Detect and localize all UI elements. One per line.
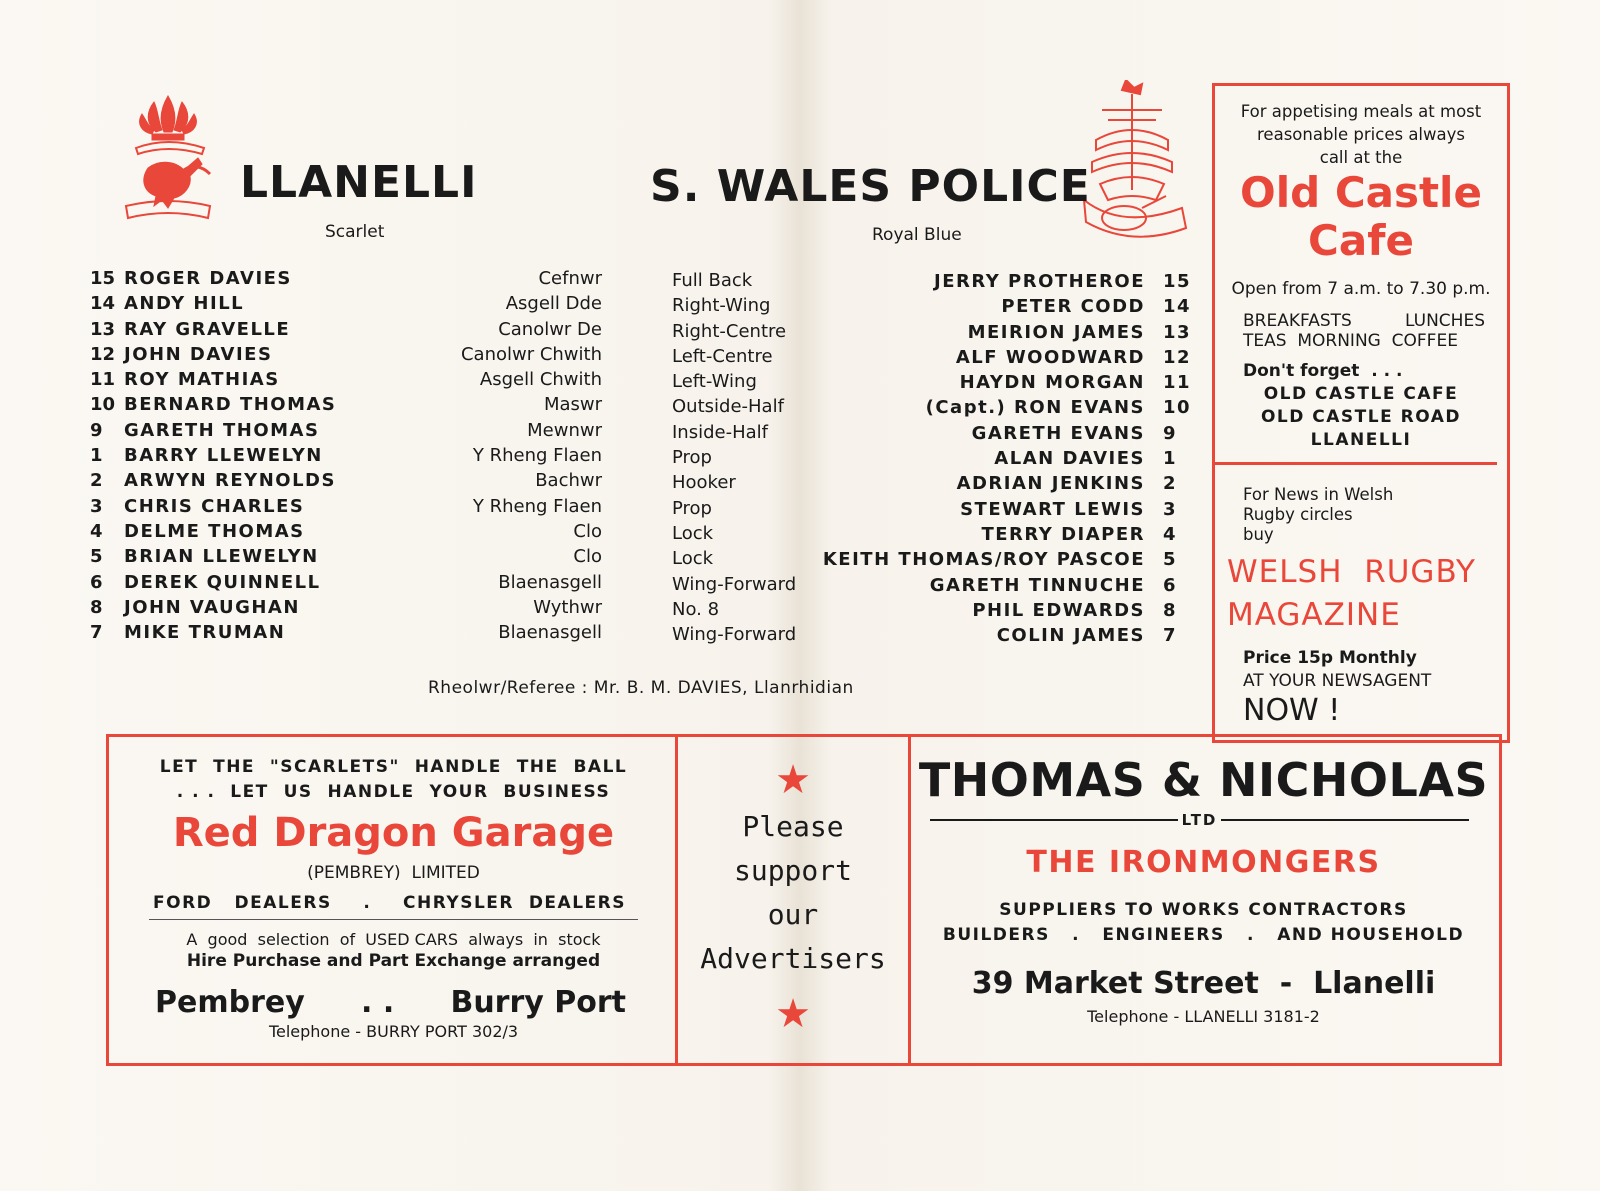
home-player-row: 5 BRIAN LLEWELYN	[90, 546, 319, 568]
magazine-where: AT YOUR NEWSAGENT	[1243, 671, 1432, 691]
cafe-hours: Open from 7 a.m. to 7.30 p.m.	[1231, 279, 1491, 299]
english-position: Left-Wing	[672, 371, 757, 393]
home-team-name: LLANELLI	[240, 157, 478, 208]
garage-town-1: Pembrey	[155, 985, 305, 1020]
welsh-position: Canolwr De	[498, 318, 602, 340]
garage-name: Red Dragon Garage	[172, 810, 615, 856]
ironmonger-address: 39 Market Street - Llanelli	[971, 966, 1436, 1001]
home-player-row: 7 MIKE TRUMAN	[90, 622, 286, 644]
cafe-address-line: LLANELLI	[1310, 430, 1412, 450]
garage-town-2: Burry Port	[450, 985, 626, 1020]
home-player-row: 14 ANDY HILL	[90, 293, 245, 315]
away-player-name: ADRIAN JENKINS	[956, 473, 1145, 495]
away-player-number: 1	[1163, 448, 1178, 470]
cafe-meals: LUNCHES	[1405, 311, 1485, 331]
away-player-number: 5	[1163, 549, 1178, 571]
ltd-rule-left	[930, 819, 1178, 821]
garage-phone: Telephone - BURRY PORT 302/3	[268, 1022, 519, 1041]
away-player-name: PETER CODD	[1001, 296, 1145, 318]
cafe-name-2: Cafe	[1308, 216, 1414, 265]
supporters-club-crest-icon	[1082, 80, 1190, 245]
home-player-row: 2 ARWYN REYNOLDS	[90, 470, 336, 492]
english-position: Left-Centre	[672, 345, 773, 367]
welsh-position: Cefnwr	[538, 268, 602, 289]
cafe-address-line: OLD CASTLE ROAD	[1260, 407, 1461, 427]
english-position: Right-Centre	[672, 320, 787, 342]
garage-dealer-dot: .	[363, 893, 372, 913]
english-position: Hooker	[672, 472, 736, 494]
english-position: Outside-Half	[672, 396, 784, 418]
support-line-1: Please support	[733, 810, 852, 887]
welsh-position: Y Rheng Flaen	[472, 445, 602, 467]
welsh-position: Clo	[573, 546, 602, 568]
english-position: Right-Wing	[672, 295, 771, 317]
cafe-name: Old Castle	[1240, 168, 1482, 217]
cafe-address-line: OLD CASTLE CAFE	[1263, 384, 1459, 404]
home-player-row: 12 JOHN DAVIES	[90, 343, 273, 365]
cafe-intro-line: For appetising meals at most	[1240, 102, 1482, 121]
cafe-meals: BREAKFASTS	[1243, 311, 1352, 331]
away-player-name: HAYDN MORGAN	[959, 372, 1145, 394]
llanelli-crest-icon	[118, 88, 218, 233]
away-player-name: STEWART LEWIS	[960, 498, 1145, 520]
home-team-colour: Scarlet	[325, 222, 385, 242]
away-player-number: 4	[1163, 523, 1178, 545]
welsh-position: Bachwr	[535, 470, 602, 492]
away-player-name: ALAN DAVIES	[994, 448, 1145, 470]
home-player-row: 1 BARRY LLEWELYN	[90, 445, 323, 467]
magazine-now: NOW !	[1243, 693, 1341, 728]
away-player-number: 6	[1163, 574, 1178, 596]
english-position: Wing-Forward	[672, 624, 797, 646]
ironmonger-phone: Telephone - LLANELLI 3181-2	[1087, 1007, 1320, 1026]
cafe-intro-line: call at the	[1319, 148, 1403, 167]
garage-used-cars: A good selection of USED CARS always in stock	[186, 930, 601, 949]
away-lineup-names	[800, 269, 1145, 648]
magazine-intro-line: Rugby circles	[1243, 505, 1353, 524]
welsh-position: Canolwr Chwith	[460, 343, 602, 365]
home-lineup-names	[90, 266, 390, 645]
ltd-rule-right	[1221, 819, 1469, 821]
welsh-position: Wythwr	[533, 596, 602, 618]
away-player-number: 14	[1163, 296, 1192, 318]
away-player-number: 3	[1163, 498, 1178, 520]
support-line-3: Advertisers	[700, 942, 886, 975]
english-position: Inside-Half	[672, 421, 768, 443]
cafe-intro-line: reasonable prices always	[1257, 125, 1465, 144]
home-player-row: 6 DEREK QUINNELL	[90, 571, 321, 593]
ironmonger-name: THOMAS & NICHOLAS	[918, 753, 1489, 807]
home-player-row: 13 RAY GRAVELLE	[90, 318, 291, 340]
ironmonger-ad	[908, 734, 1502, 1066]
away-player-name: GARETH EVANS	[971, 422, 1145, 444]
away-player-name: KEITH THOMAS/ROY PASCOE	[822, 549, 1145, 571]
away-team-colour: Royal Blue	[872, 225, 962, 245]
away-team-name: S. WALES POLICE	[650, 161, 1091, 212]
english-position: Full Back	[672, 270, 753, 291]
away-player-name: GARETH TINNUCHE	[929, 574, 1145, 596]
support-advertisers-panel	[675, 734, 911, 1066]
ironmonger-trade: THE IRONMONGERS	[1026, 845, 1381, 880]
magazine-title: WELSH RUGBY	[1227, 554, 1476, 590]
home-player-row: 15 ROGER DAVIES	[90, 268, 292, 289]
away-player-name: TERRY DIAPER	[981, 523, 1145, 545]
support-line-2: our	[767, 898, 819, 931]
garage-slogan-1: LET THE "SCARLETS" HANDLE THE BALL	[159, 757, 628, 777]
away-player-name: JERRY PROTHEROE	[934, 271, 1145, 292]
magazine-intro-line: buy	[1243, 525, 1274, 544]
welsh-position-column	[420, 266, 602, 645]
home-player-row: 3 CHRIS CHARLES	[90, 495, 305, 517]
away-player-number: 15	[1163, 271, 1192, 292]
away-player-name: MEIRION JAMES	[967, 321, 1145, 343]
welsh-position: Blaenasgell	[498, 571, 602, 593]
english-position: Wing-Forward	[672, 573, 797, 595]
away-player-number: 7	[1163, 625, 1178, 647]
away-player-name: COLIN JAMES	[996, 625, 1145, 647]
home-player-row: 10 BERNARD THOMAS	[90, 394, 337, 416]
home-player-row: 4 DELME THOMAS	[90, 520, 305, 542]
away-player-name: ALF WOODWARD	[955, 346, 1145, 368]
star-icon: ★	[775, 757, 811, 803]
away-player-number: 8	[1163, 599, 1178, 621]
garage-divider	[149, 919, 638, 920]
star-icon: ★	[775, 991, 811, 1037]
garage-dealer-2: CHRYSLER DEALERS	[403, 893, 626, 913]
away-player-number: 11	[1163, 372, 1192, 394]
garage-ad	[106, 734, 678, 1066]
away-player-number: 2	[1163, 473, 1178, 495]
welsh-position: Y Rheng Flaen	[472, 495, 602, 517]
welsh-position: Asgell Chwith	[479, 369, 602, 391]
ad-divider	[1215, 462, 1497, 465]
referee-line: Rheolwr/Referee : Mr. B. M. DAVIES, Llanrhidian	[428, 678, 854, 698]
cafe-magazine-ad	[1212, 83, 1510, 743]
away-player-number: 9	[1163, 422, 1178, 444]
garage-subtitle: (PEMBREY) LIMITED	[307, 863, 480, 883]
garage-town-dots: . .	[360, 985, 395, 1020]
cafe-dont-forget: Don't forget . . .	[1243, 361, 1403, 381]
welsh-position: Maswr	[543, 394, 602, 416]
english-position: Prop	[672, 497, 712, 519]
garage-hire: Hire Purchase and Part Exchange arranged	[186, 951, 601, 971]
magazine-intro-line: For News in Welsh	[1243, 485, 1394, 504]
ironmonger-line-2: BUILDERS . ENGINEERS . AND HOUSEHOLD	[942, 925, 1465, 945]
away-player-name: PHIL EDWARDS	[972, 599, 1145, 621]
english-position: Prop	[672, 447, 712, 469]
welsh-position: Asgell Dde	[505, 293, 602, 315]
garage-slogan-2: . . . LET US HANDLE YOUR BUSINESS	[176, 782, 611, 802]
english-position: Lock	[672, 522, 714, 544]
away-lineup-numbers	[1163, 269, 1197, 648]
home-player-row: 9 GARETH THOMAS	[90, 419, 320, 441]
away-player-number: 13	[1163, 321, 1192, 343]
welsh-position: Blaenasgell	[498, 622, 602, 644]
magazine-price: Price 15p Monthly	[1243, 648, 1417, 668]
away-player-number: 12	[1163, 346, 1192, 368]
english-position: Lock	[672, 548, 714, 570]
away-player-name: (Capt.) RON EVANS	[925, 397, 1145, 419]
garage-dealer-1: FORD DEALERS	[153, 893, 332, 913]
ironmonger-ltd: LTD	[1181, 811, 1218, 829]
ironmonger-line-1: SUPPLIERS TO WORKS CONTRACTORS	[999, 900, 1408, 920]
english-position: No. 8	[672, 598, 720, 620]
away-player-number: 10	[1163, 397, 1192, 419]
welsh-position: Clo	[573, 520, 602, 542]
welsh-position: Mewnwr	[527, 419, 602, 441]
home-player-row: 8 JOHN VAUGHAN	[90, 596, 300, 618]
home-player-row: 11 ROY MATHIAS	[90, 369, 280, 391]
cafe-meals-2: TEAS MORNING COFFEE	[1243, 331, 1458, 351]
magazine-title-2: MAGAZINE	[1227, 597, 1401, 633]
